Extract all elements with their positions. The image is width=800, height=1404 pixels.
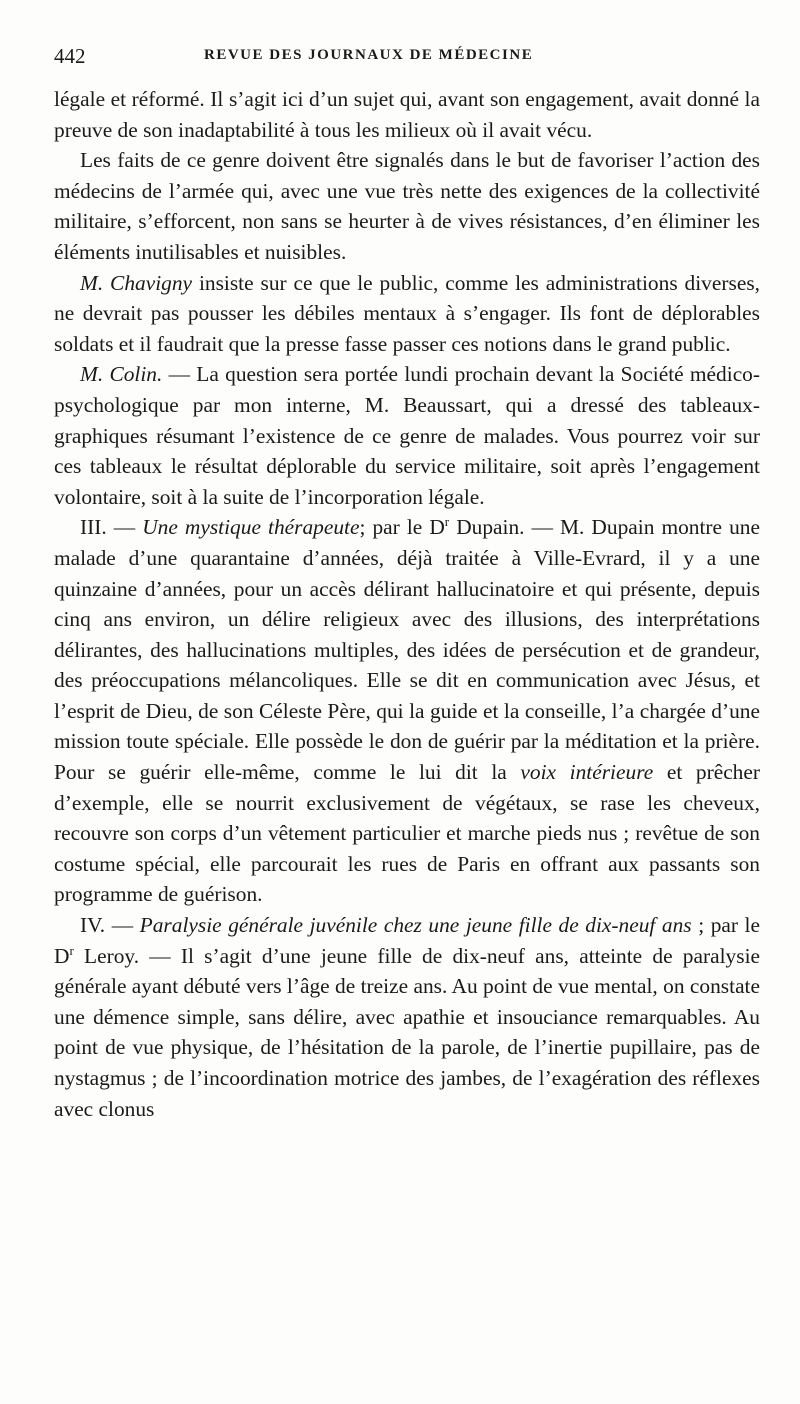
byline-superscript: r bbox=[444, 514, 450, 530]
section-number: III. — bbox=[80, 515, 143, 540]
section-number: IV. — bbox=[80, 913, 140, 938]
paragraph-text: légale et réformé. Il s’agit ici d’un sujet qui, avant son engagement, avait donné la preuve de son inadaptabilité à tous les milieux où il avait vécu. bbox=[54, 87, 760, 142]
italic-phrase: voix intérieure bbox=[520, 760, 654, 785]
running-title: REVUE DES JOURNAUX DE MÉDECINE bbox=[204, 47, 534, 63]
speaker-name: M. Colin. bbox=[80, 362, 163, 387]
byline-prefix: ; par le D bbox=[359, 515, 445, 540]
byline-superscript: r bbox=[69, 942, 74, 958]
section-iv bbox=[54, 910, 760, 1124]
paragraph-text: Il s’agit d’une jeune fille de dix-neuf ans, atteinte de paralysie générale ayant débuté vers l’âge de treize ans. Au point de vue mental, on constate une démence simple, sans délire, avec apathie et insouciance remarquables. Au point de vue physique, de l’hésitation de la parole, de l’inertie pupillaire, pas de nystagmus ; de l’incoordination motrice des jambes, de l’exagération des réflexes avec clonus bbox=[54, 943, 761, 1121]
paragraph-continuation bbox=[54, 84, 760, 145]
section-title: Paralysie générale juvénile chez une jeune fille de dix-neuf ans bbox=[139, 913, 692, 938]
paragraph-text: et prêcher d’exemple, elle se nourrit exclusivement de végétaux, se rase les cheveux, recouvre son corps d’un vêtement particulier et marche pieds nus ; revêtue de son costume spécial, elle parcourait les rues de Paris en offrant aux passants son programme de guérison. bbox=[54, 760, 760, 907]
article-body bbox=[54, 84, 760, 1124]
paragraph bbox=[54, 145, 760, 267]
paragraph-text: M. Dupain montre une malade d’une quarantaine d’années, déjà traitée à Ville-Evrard, il y a une quinzaine d’années, pour un accès délirant hallucinatoire et qui présente, depuis cinq ans environ, un délire religieux avec des illusions, des interprétations délirantes, des hallucinations multiples, des idées de persécution et de grandeur, des préoccupations mélancoliques. Elle se dit en communication avec Jésus, et l’esprit de Dieu, de son Céleste Père, qui la guide et la conseille, l’a chargée d’une mission toute spéciale. Elle possède le don de guérir par la méditation et la prière. Pour se guérir elle-même, comme le lui dit la bbox=[54, 515, 760, 785]
page-number: 442 bbox=[54, 44, 86, 68]
paragraph-text: — La question sera portée lundi prochain devant la Société médico-psychologique par mon interne, M. Beaussart, qui a dressé des tableaux-graphiques résumant l’existence de ce genre de malades. Vous pourrez voir sur ces tableaux le résultat déplorable du service militaire, soit après l’engagement volontaire, soit à la suite de l’incorporation légale. bbox=[54, 362, 761, 509]
speaker-name: M. Chavigny bbox=[80, 270, 193, 295]
paragraph-colin bbox=[54, 359, 760, 512]
section-title: Une mystique thérapeute bbox=[142, 515, 360, 540]
paragraph-text: insiste sur ce que le public, comme les administrations diverses, ne devrait pas pousser les débiles mentaux à s’engager. Ils font de déplorables soldats et il faudrait que la presse fasse passer ces notions dans le grand public. bbox=[54, 270, 760, 356]
byline-author: Leroy. — bbox=[73, 943, 181, 968]
byline-author: Dupain. — bbox=[449, 515, 561, 540]
page-header bbox=[54, 44, 754, 74]
byline-prefix: ; par le D bbox=[54, 913, 760, 968]
paragraph-chavigny bbox=[54, 268, 760, 360]
section-iii bbox=[54, 512, 760, 910]
paragraph-text: Les faits de ce genre doivent être signalés dans le but de favoriser l’action des médecins de l’armée qui, avec une vue très nette des exigences de la collectivité militaire, s’efforcent, non sans se heurter à de vives résistances, d’en éliminer les éléments inutilisables et nuisibles. bbox=[54, 148, 760, 264]
